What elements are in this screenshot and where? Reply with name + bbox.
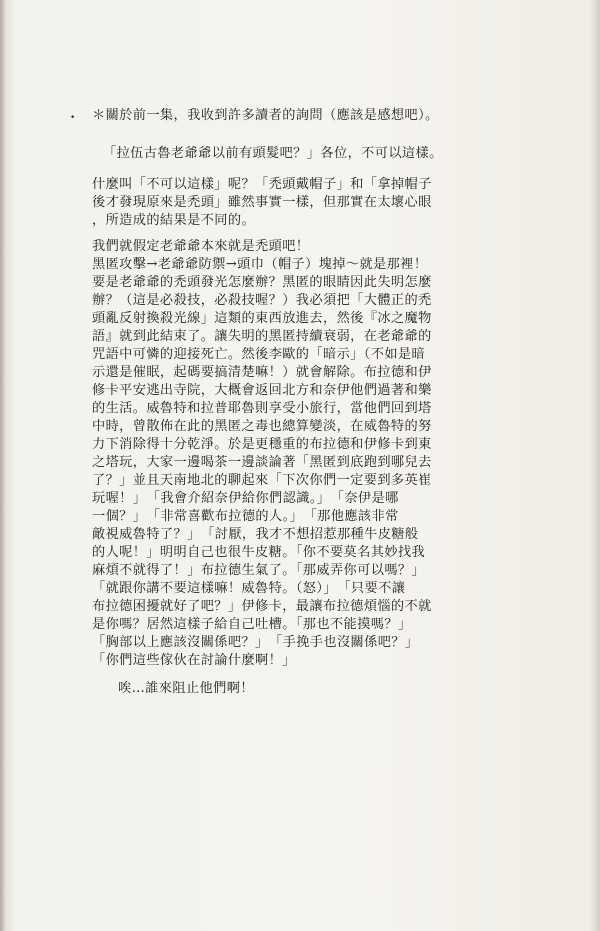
paragraph-intro (92, 107, 472, 125)
text-line: 頭亂反射換殺光線」這類的東西放進去，然後『冰之魔物 (92, 311, 432, 326)
text-line: 辦？（這是必殺技，必殺技喔？）我必須把「大體正的禿 (92, 293, 432, 308)
binding-shadow (0, 0, 6, 931)
text-line: 「拉伍古魯老爺爺以前有頭髮吧？」各位，不可以這樣。 (103, 146, 443, 161)
page-edge-shadow (590, 0, 600, 931)
text-line: 示還是催眠，起碼要搞清楚嘛！）就會解除。布拉德和伊 (92, 365, 432, 380)
text-line: 力下消除得十分乾淨。於是更穩重的布拉德和伊修卡到東 (92, 437, 432, 452)
paragraph-explanation (92, 176, 472, 230)
text-line: 「就跟你講不要這樣嘛！威魯特。（怒）」 「只要不讓 (92, 581, 406, 596)
text-line: 是你嗎？居然這樣子給自己吐槽。「那也不能摸嗎？」 (92, 617, 412, 632)
text-line: 「胸部以上應該沒關係吧？」 「手挽手也沒關係吧？」 (92, 635, 419, 650)
text-line: 的生活。威魯特和拉普耶魯則享受小旅行，當他們回到塔 (92, 401, 432, 416)
text-line: 修卡平安逃出寺院，大概會返回北方和奈伊他們過著和樂 (92, 383, 432, 398)
text-line: 之塔玩，大家一邊喝茶一邊談論著「黑匿到底跑到哪兒去 (92, 455, 432, 470)
text-line: 一個？」 「非常喜歡布拉德的人。」 「那他應該非常 (92, 509, 399, 524)
text-line: 麻煩不就得了！」布拉德生氣了。「那威弄你可以嗎？」 (92, 563, 426, 578)
paragraph-quote (103, 145, 483, 163)
margin-mark: • (70, 113, 76, 123)
text-line: ＊關於前一集，我收到許多讀者的詢問（應該是感想吧）。 (92, 108, 439, 123)
text-line: 中時，曾散佈在此的黑匿之毒也總算變淡，在威魯特的努 (92, 419, 432, 434)
text-line: 了？」並且天南地北的聊起來「下次你們一定要到多英崔 (92, 473, 432, 488)
text-line: 後才發現原來是禿頭」雖然事實一樣，但那實在太壞心眼 (92, 195, 432, 210)
text-line: 要是老爺爺的禿頭發光怎麼辦？黑匿的眼睛因此失明怎麼 (92, 275, 432, 290)
paragraph-closing (118, 680, 498, 698)
text-line: 我們就假定老爺爺本來就是禿頭吧！ (92, 239, 310, 254)
text-line: 布拉德困擾就好了吧？」伊修卡，最讓布拉德煩惱的不就 (92, 599, 432, 614)
text-line: 黑匿攻擊→老爺爺防禦→頭巾（帽子）塊掉～就是那裡！ (92, 257, 428, 272)
paragraph-story (92, 238, 472, 670)
text-line: 語』就到此結束了。讓失明的黑匿持續衰弱，在老爺爺的 (92, 329, 432, 344)
text-line: 的人呢！」明明自己也很牛皮糖。「你不要莫名其妙找我 (92, 545, 426, 560)
text-line: 敵視威魯特了？」 「討厭，我才不想招惹那種牛皮糖般 (92, 527, 419, 542)
text-line: 玩喔！」 「我會介紹奈伊給你們認識。」 「奈伊是哪 (92, 491, 399, 506)
text-line: ，所造成的結果是不同的。 (92, 213, 256, 228)
text-line: 唉…誰來阻止他們啊！ (118, 681, 254, 696)
text-line: 「你們這些傢伙在討論什麼啊！」 (92, 653, 296, 668)
text-line: 咒語中可憐的迎接死亡。然後李歐的「暗示」（不如是暗 (92, 347, 426, 362)
text-line: 什麼叫「不可以這樣」呢？「禿頭戴帽子」和「拿掉帽子 (92, 177, 432, 192)
